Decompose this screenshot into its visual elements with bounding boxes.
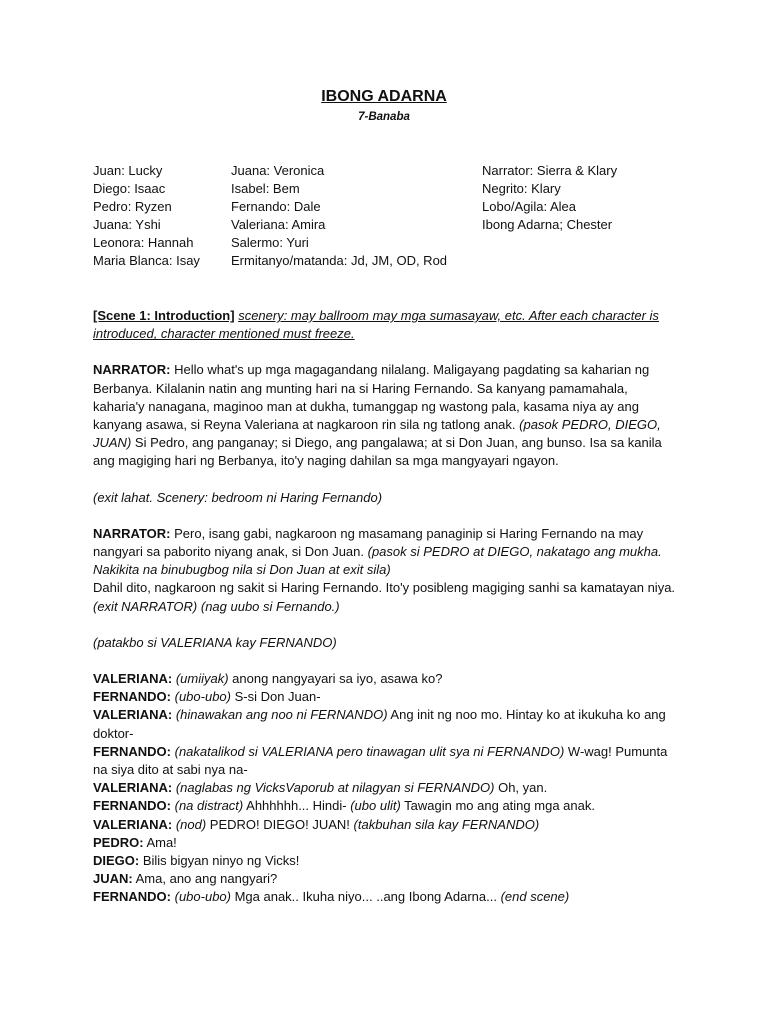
speaker-label: NARRATOR: <box>93 362 171 378</box>
dialogue-text: Pero, isang gabi, nagkaroon ng masamang panaginip si Haring Fernando na may nangyari sa paborito niyang anak, si Don Juan. <box>93 525 644 560</box>
dialogue-line <box>93 870 678 888</box>
cast-entry: Leonora: Hannah <box>93 235 194 250</box>
narrator-paragraph-2 <box>93 525 678 616</box>
dialogue-line <box>93 688 678 706</box>
speaker-label: VALERIANA: <box>93 707 173 723</box>
cast-column-2 <box>231 162 447 270</box>
dialogue-line <box>93 834 678 852</box>
script-body <box>93 307 678 907</box>
stage-direction: (nakatalikod si VALERIANA pero tinawagan ulit sya ni FERNANDO) <box>171 743 565 759</box>
dialogue-text: Ama! <box>143 834 177 850</box>
dialogue-text: PEDRO! DIEGO! JUAN! <box>206 816 354 832</box>
stage-direction: (pasok si PEDRO at DIEGO, nakatago ang mukha. Nakikita na binubugbog nila si Don Juan at exit sila) <box>93 544 662 578</box>
dialogue-line <box>93 852 678 870</box>
cast-entry: Valeriana: Amira <box>231 217 326 232</box>
narrator-paragraph-1 <box>93 361 678 470</box>
speaker-label: VALERIANA: <box>93 816 173 832</box>
stage-direction: (pasok PEDRO, DIEGO, JUAN) <box>93 417 661 451</box>
speaker-label: FERNANDO: <box>93 798 171 814</box>
speaker-label: NARRATOR: <box>93 525 171 541</box>
stage-direction: (naglabas ng VicksVaporub at nilagyan si FERNANDO) <box>172 780 495 796</box>
cast-entry: Fernando: Dale <box>231 199 321 214</box>
document-title: IBONG ADARNA <box>321 88 447 105</box>
cast-entry: Salermo: Yuri <box>231 235 309 250</box>
stage-direction: (na distract) <box>171 798 244 814</box>
cast-entry: Juana: Yshi <box>93 217 161 232</box>
speaker-label: JUAN: <box>93 871 133 887</box>
dialogue-text: Bilis bigyan ninyo ng Vicks! <box>139 853 300 869</box>
speaker-label: VALERIANA: <box>93 780 173 796</box>
speaker-label: PEDRO: <box>93 834 144 850</box>
stage-direction-line: (patakbo si VALERIANA kay FERNANDO) <box>93 634 337 650</box>
scene-heading: [Scene 1: Introduction] <box>93 308 235 323</box>
dialogue-text: Ang init ng noo mo. Hintay ko at ikukuha ko ang doktor- <box>93 707 666 741</box>
stage-direction-line: (exit lahat. Scenery: bedroom ni Haring Fernando) <box>93 489 383 505</box>
cast-entry: Maria Blanca: Isay <box>93 253 200 268</box>
scene-description: scenery: may ballroom may mga sumasayaw, etc. After each character is introduced, character mentioned must freeze. <box>93 308 659 342</box>
cast-entry: Juana: Veronica <box>231 163 325 178</box>
dialogue-line <box>93 670 678 688</box>
cast-entry: Negrito: Klary <box>482 181 561 196</box>
cast-entry: Ermitanyo/matanda: Jd, JM, OD, Rod <box>231 253 448 268</box>
cast-entry: Juan: Lucky <box>93 163 163 178</box>
dialogue-text: Ahhhhhh... Hindi- <box>243 798 351 814</box>
document-subtitle: 7-Banaba <box>358 111 410 123</box>
cast-column-3 <box>482 162 617 234</box>
dialogue-text: S-si Don Juan- <box>230 689 321 705</box>
dialogue-line <box>93 797 678 815</box>
stage-direction: (takbuhan sila kay FERNANDO) <box>353 816 540 832</box>
cast-entry: Pedro: Ryzen <box>93 199 172 214</box>
dialogue-line <box>93 779 678 797</box>
stage-direction: (ubo ulit) <box>350 798 401 814</box>
stage-direction: (ubo-ubo) <box>171 689 231 705</box>
dialogue-line <box>93 888 678 906</box>
dialogue-text: anong nangyayari sa iyo, asawa ko? <box>228 671 443 687</box>
dialogue-block <box>93 670 678 907</box>
dialogue-text: Oh, yan. <box>494 780 548 796</box>
speaker-label: DIEGO: <box>93 853 140 869</box>
dialogue-text: Si Pedro, ang panganay; si Diego, ang pangalawa; at si Don Juan, ang bunso. Isa sa kanila ang magiging hari ng Berbanya, ito'y naging dahilan sa mga mangyayari ngayon. <box>93 435 662 469</box>
stage-direction: (end scene) <box>500 889 570 905</box>
stage-direction: (nod) <box>172 816 207 832</box>
dialogue-line <box>93 816 678 834</box>
speaker-label: FERNANDO: <box>93 743 171 759</box>
scene-heading-paragraph <box>93 307 678 343</box>
dialogue-text: Hello what's up mga magagandang nilalang. Maligayang pagdating sa kaharian ng Berbanya. Kilalanin natin ang munting hari na si Haring Fernando. Sa kanyang pamamahala, kaharia'y nanagana, maginoo man at dukha, tumanggap ng wastong pala, kasama niya ay ang kanyang asawa, si Reyna Valeriana at nagkaroon rin sila ng tatlong anak. <box>93 362 650 433</box>
dialogue-text: W-wag! Pumunta na siya dito at sabi nya na- <box>93 743 668 778</box>
cast-entry: Narrator: Sierra & Klary <box>482 163 618 178</box>
cast-column-1 <box>93 162 200 270</box>
dialogue-text: Mga anak.. Ikuha niyo... ..ang Ibong Adarna... <box>230 889 501 905</box>
dialogue-text: Ama, ano ang nangyari? <box>132 871 278 887</box>
dialogue-text: Tawagin mo ang ating mga anak. <box>400 798 595 814</box>
speaker-label: FERNANDO: <box>93 689 171 705</box>
dialogue-line <box>93 743 678 779</box>
cast-entry: Ibong Adarna; Chester <box>482 217 613 232</box>
cast-entry: Isabel: Bem <box>231 181 300 196</box>
stage-direction: (ubo-ubo) <box>171 889 231 905</box>
stage-direction: (umiiyak) <box>172 671 229 687</box>
dialogue-text: Dahil dito, nagkaroon ng sakit si Haring Fernando. Ito'y posibleng magiging sanhi sa kamatayan niya. <box>93 580 676 596</box>
stage-direction: (exit NARRATOR) (nag uubo si Fernando.) <box>93 598 340 614</box>
speaker-label: VALERIANA: <box>93 671 173 687</box>
stage-direction: (hinawakan ang noo ni FERNANDO) <box>172 707 388 723</box>
cast-entry: Diego: Isaac <box>93 181 166 196</box>
speaker-label: FERNANDO: <box>93 889 171 905</box>
dialogue-line <box>93 706 678 742</box>
cast-entry: Lobo/Agila: Alea <box>482 199 576 214</box>
